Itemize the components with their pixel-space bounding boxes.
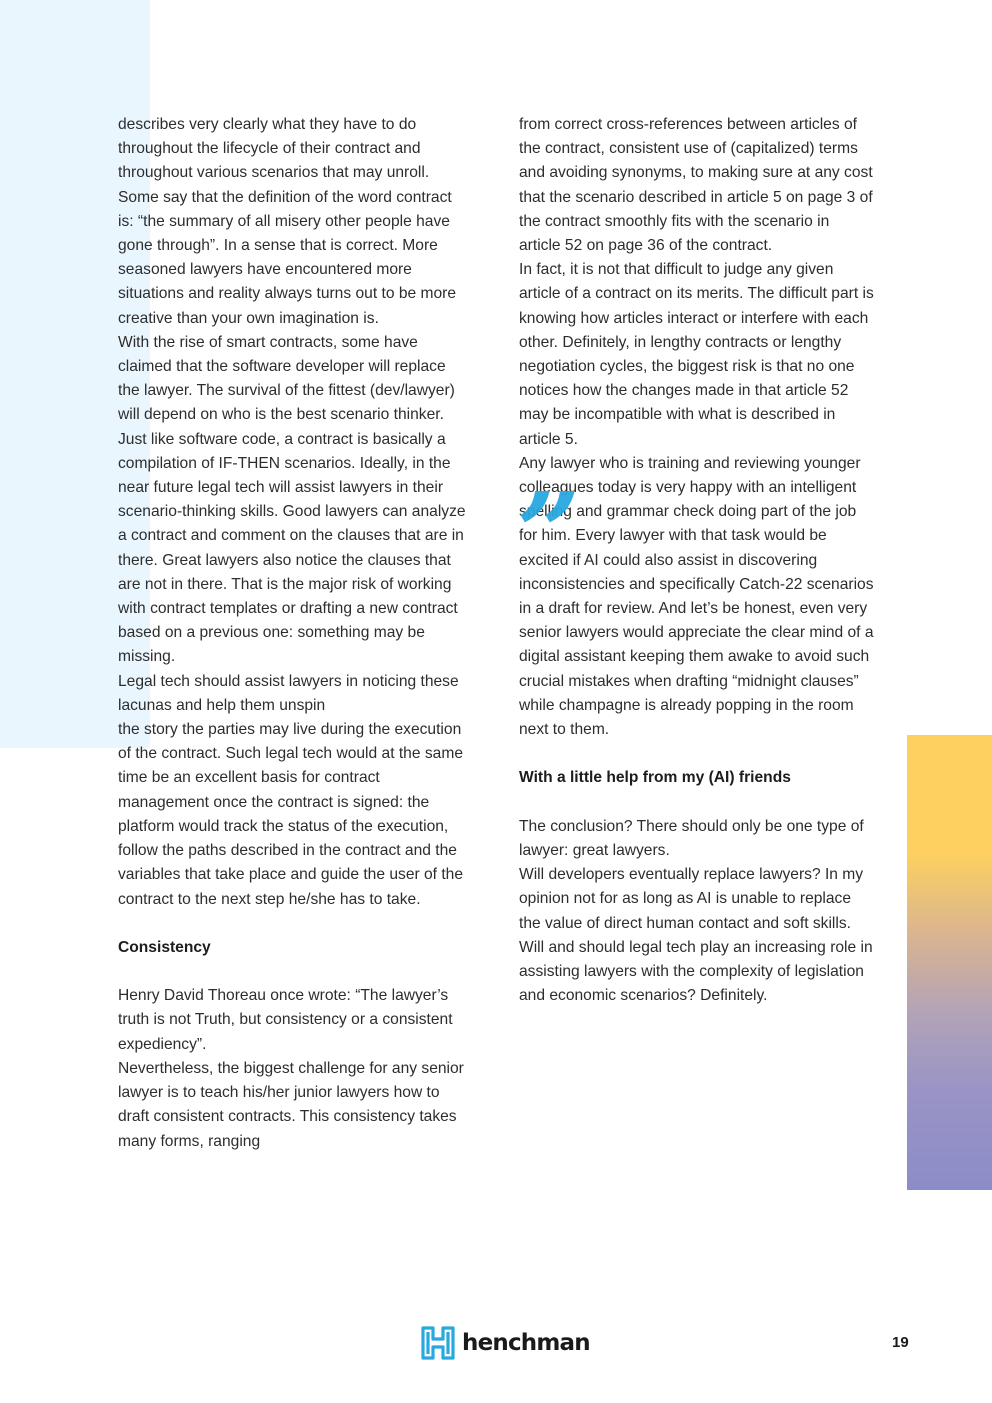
paragraph: Some say that the definition of the word contract is: “the summary of all misery other people have gone through”. In a sense that is correct. More seasoned lawyers have encountered more situations and reality always turns out to be more creative than your own imagination is. <box>118 188 457 327</box>
logo-wordmark: henchman <box>462 1330 590 1356</box>
left-column <box>118 113 470 1154</box>
paragraph: Will developers eventually replace lawyers? In my opinion not for as long as AI is unable to replace the value of direct human contact and soft skills. <box>519 866 864 932</box>
paragraph: the story the parties may live during the execution of the contract. Such legal tech would at the same time be an excellent basis for contract management once the contract is signed: the platform would track the status of the execution, follow the paths described in the contract and the variables that take place and guide the user of the contract to the next step he/she has to take. <box>118 721 464 908</box>
paragraph: describes very clearly what they have to do throughout the lifecycle of their contract and throughout various scenarios that may unroll. <box>118 116 430 182</box>
henchman-logo-icon <box>420 1325 456 1361</box>
paragraph: The conclusion? There should only be one type of lawyer: great lawyers. <box>519 817 864 860</box>
henchman-logo <box>420 1325 590 1361</box>
quote-mark-icon: ” <box>517 468 581 597</box>
decorative-gradient-bar <box>907 735 992 1190</box>
page-number: 19 <box>892 1334 909 1351</box>
paragraph: Legal tech should assist lawyers in noticing these lacunas and help them unspin <box>118 672 459 714</box>
section-heading-ai-friends: With a little help from my (AI) friends <box>519 769 791 787</box>
paragraph: In fact, it is not that difficult to judge any given article of a contract on its merits. The difficult part is knowing how articles interact or interfere with each other. Definitely, in lengthy contracts or lengthy negotiation cycles, the biggest risk is that no one notices how the changes made in that article 52 may be incompatible with what is described in article 5. <box>519 261 874 448</box>
paragraph: from correct cross-references between articles of the contract, consistent use of (capitalized) terms and avoiding synonyms, to making sure at any cost that the scenario described in article 5 on page 3 of the contract smoothly fits with the scenario in article 52 on page 36 of the contract. <box>519 116 873 255</box>
paragraph: Nevertheless, the biggest challenge for any senior lawyer is to teach his/her junior lawyers how to draft consistent contracts. This consistency takes many forms, ranging <box>118 1059 464 1150</box>
paragraph: With the rise of smart contracts, some have claimed that the software developer will replace the lawyer. The survival of the fittest (dev/lawyer) will depend on who is the best scenario thinker. Just like software code, a contract is basically a compilation of IF-THEN scenarios. Ideally, in the near future legal tech will assist lawyers in their scenario-thinking skills. Good lawyers can analyze a contract and comment on the clauses that are in there. Great lawyers also notice the clauses that are not in there. That is the major risk of working with contract templates or drafting a new contract based on a previous one: something may be missing. <box>118 333 466 666</box>
paragraph: Any lawyer who is training and reviewing younger colleagues today is very happy with an intelligent spelling and grammar check doing part of the job for him. Every lawyer with that task would be excited if AI could also assist in discovering inconsistencies and specifically Catch-22 scenarios in a draft for review. And let’s be honest, even very senior lawyers would appreciate the clear mind of a digital assistant keeping them awake to avoid such crucial mistakes when drafting “midnight clauses” while champagne is already popping in the room next to them. <box>519 454 874 739</box>
section-heading-consistency: Consistency <box>118 938 211 956</box>
paragraph: Will and should legal tech play an increasing role in assisting lawyers with the complexity of legislation and economic scenarios? Definitely. <box>519 938 873 1005</box>
right-column <box>519 113 875 1008</box>
paragraph: Henry David Thoreau once wrote: “The lawyer’s truth is not Truth, but consistency or a consistent expediency”. <box>118 987 453 1053</box>
